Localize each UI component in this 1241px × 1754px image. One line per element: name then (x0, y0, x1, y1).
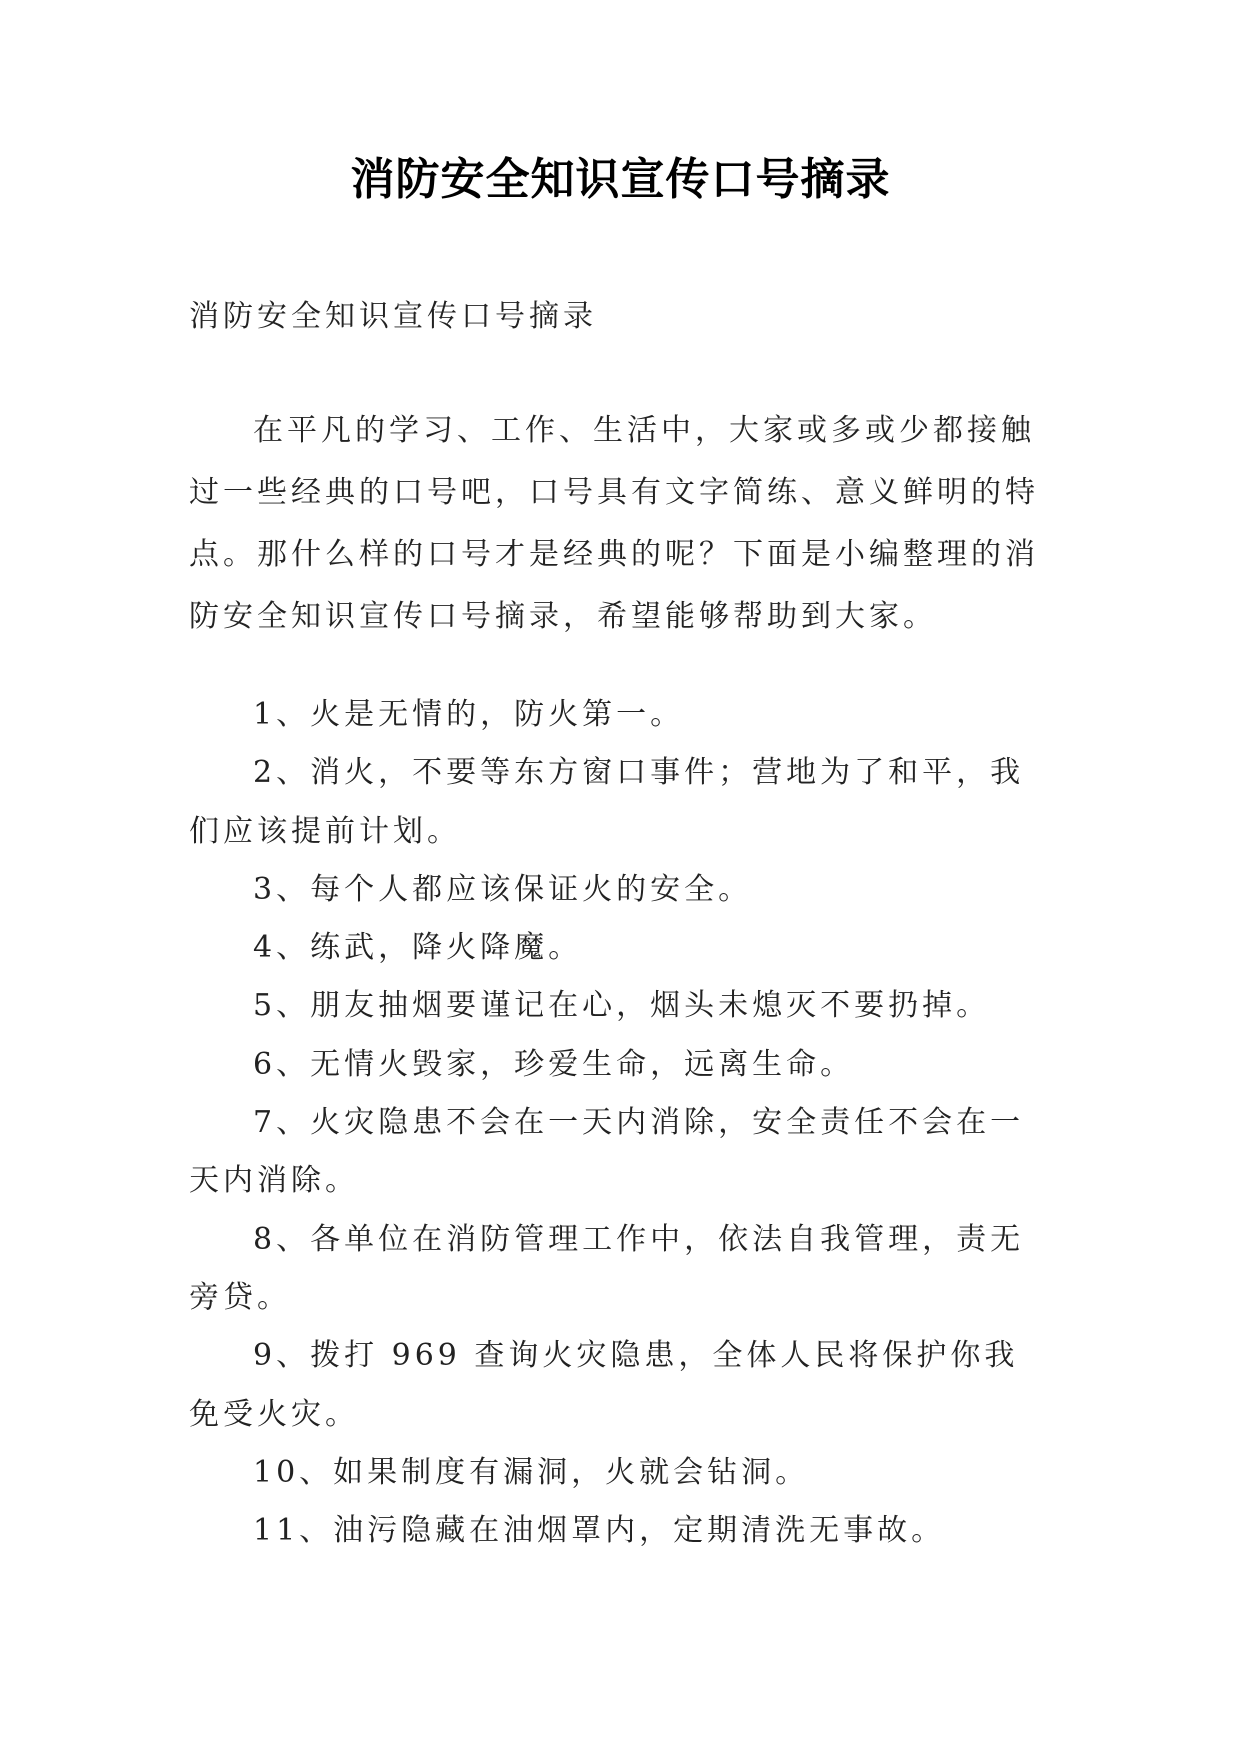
slogan-item: 7、火灾隐患不会在一天内消除，安全责任不会在一天内消除。 (189, 1105, 1025, 1199)
slogan-item: 1、火是无情的，防火第一。 (253, 697, 685, 732)
slogan-item: 8、各单位在消防管理工作中，依法自我管理，责无旁贷。 (189, 1221, 1025, 1315)
slogan-list (189, 686, 1052, 1560)
slogan-item: 2、消火，不要等东方窗口事件；营地为了和平，我们应该提前计划。 (189, 755, 1025, 849)
document-subtitle: 消防安全知识宣传口号摘录 (189, 299, 597, 334)
slogan-item: 4、练武，降火降魔。 (253, 930, 583, 966)
slogan-item: 5、朋友抽烟要谨记在心，烟头未熄灭不要扔掉。 (253, 988, 991, 1024)
slogan-item: 11、油污隐藏在油烟罩内，定期清洗无事故。 (253, 1513, 946, 1549)
slogan-item: 3、每个人都应该保证火的安全。 (253, 871, 753, 907)
slogan-item: 10、如果制度有漏洞，火就会钻洞。 (253, 1454, 810, 1490)
intro-paragraph: 在平凡的学习、工作、生活中，大家或多或少都接触过一些经典的口号吧，口号具有文字简练、意义鲜明的特点。那什么样的口号才是经典的呢？下面是小编整理的消防安全知识宣传口号摘录，希望能够帮助到大家。 (189, 413, 1039, 634)
slogan-item: 9、拨打 969 查询火灾隐患，全体人民将保护你我免受火灾。 (189, 1338, 1019, 1432)
document-title: 消防安全知识宣传口号摘录 (350, 154, 891, 205)
slogan-item: 6、无情火毁家，珍爱生命，远离生命。 (253, 1046, 855, 1082)
